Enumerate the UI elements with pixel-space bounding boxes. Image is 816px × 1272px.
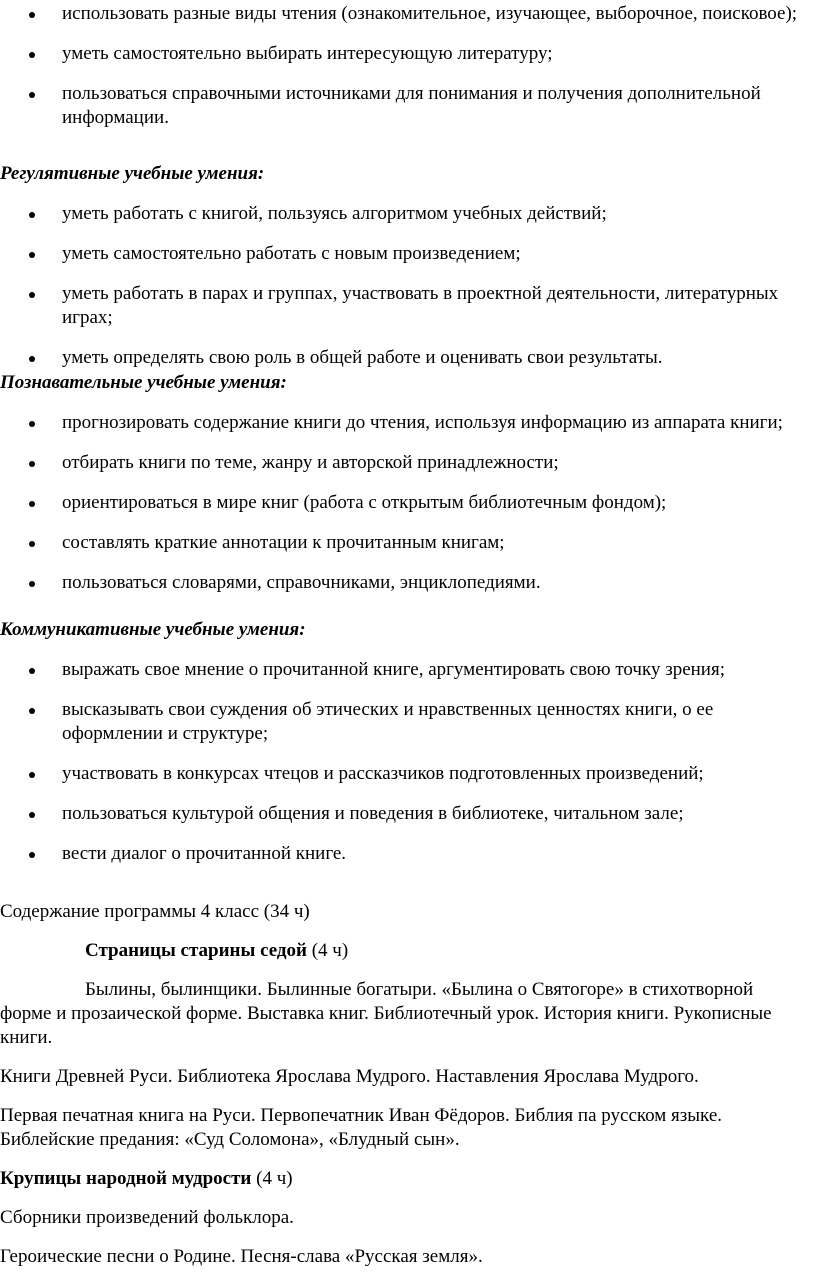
- paragraph: Сборники произведений фольклора.: [0, 1207, 294, 1228]
- paragraph: Книги Древней Руси. Библиотека Ярослава Мудрого. Наставления Ярослава Мудрого.: [0, 1066, 699, 1087]
- paragraph: Героические песни о Родине. Песня-слава «Русская земля».: [0, 1246, 483, 1267]
- subsection-heading: [0, 939, 816, 963]
- subsection-hours: (4 ч): [251, 1168, 293, 1189]
- subsection-title: Страницы старины седой: [85, 940, 307, 961]
- list-item: выражать свое мнение о прочитанной книге, аргументировать свою точку зрения;: [0, 658, 816, 682]
- list-item: пользоваться культурой общения и поведения в библиотеке, читальном зале;: [0, 802, 816, 826]
- subsection-hours: (4 ч): [306, 940, 349, 961]
- list-item: участвовать в конкурсах чтецов и рассказчиков подготовленных произведений;: [0, 762, 816, 786]
- list-item: пользоваться словарями, справочниками, энциклопедиями.: [0, 571, 816, 595]
- list-item: ориентироваться в мире книг (работа с открытым библиотечным фондом);: [0, 491, 816, 515]
- list-item: уметь работать с книгой, пользуясь алгоритмом учебных действий;: [0, 202, 816, 226]
- list-item: прогнозировать содержание книги до чтения, используя информацию из аппарата книги;: [0, 411, 816, 435]
- list-item: вести диалог о прочитанной книге.: [0, 842, 816, 866]
- list-item: высказывать свои суждения об этических и нравственных ценностях книги, о ее оформлении и структуре;: [0, 698, 816, 746]
- cognitive-list: [0, 411, 816, 595]
- list-item: отбирать книги по теме, жанру и авторской принадлежности;: [0, 451, 816, 475]
- regulative-section: [0, 162, 816, 370]
- section-heading: Познавательные учебные умения:: [0, 372, 287, 393]
- list-item: уметь самостоятельно выбирать интересующую литературу;: [0, 42, 816, 66]
- program-section: [0, 900, 816, 1269]
- subsection-title: Крупицы народной мудрости: [0, 1168, 252, 1189]
- list-item: уметь работать в парах и группах, участвовать в проектной деятельности, литературных играх;: [0, 282, 816, 330]
- program-title: Содержание программы 4 класс (34 ч): [0, 901, 310, 922]
- section-heading: Коммуникативные учебные умения:: [0, 619, 306, 640]
- section-heading: Регулятивные учебные умения:: [0, 163, 265, 184]
- communicative-section: [0, 618, 816, 866]
- paragraph: Былины, былинщики. Былинные богатыри. «Былина о Святогоре» в стихотворной форме и прозаической форме. Выставка книг. Библиотечный урок. История книги. Рукописные книги.: [0, 979, 772, 1048]
- subsection-heading: [0, 1167, 816, 1191]
- list-item: использовать разные виды чтения (ознакомительное, изучающее, выборочное, поисковое);: [0, 2, 816, 26]
- list-item: пользоваться справочными источниками для понимания и получения дополнительной информации.: [0, 82, 816, 130]
- list-item: уметь самостоятельно работать с новым произведением;: [0, 242, 816, 266]
- top-bullet-list: [0, 2, 816, 130]
- list-item: уметь определять свою роль в общей работе и оценивать свои результаты.: [0, 346, 816, 370]
- cognitive-section: [0, 371, 816, 595]
- list-item: составлять краткие аннотации к прочитанным книгам;: [0, 531, 816, 555]
- paragraph: Первая печатная книга на Руси. Первопечатник Иван Фёдоров. Библия па русском языке. Библейские предания: «Суд Соломона», «Блудный сын».: [0, 1105, 722, 1150]
- regulative-list: [0, 202, 816, 370]
- communicative-list: [0, 658, 816, 866]
